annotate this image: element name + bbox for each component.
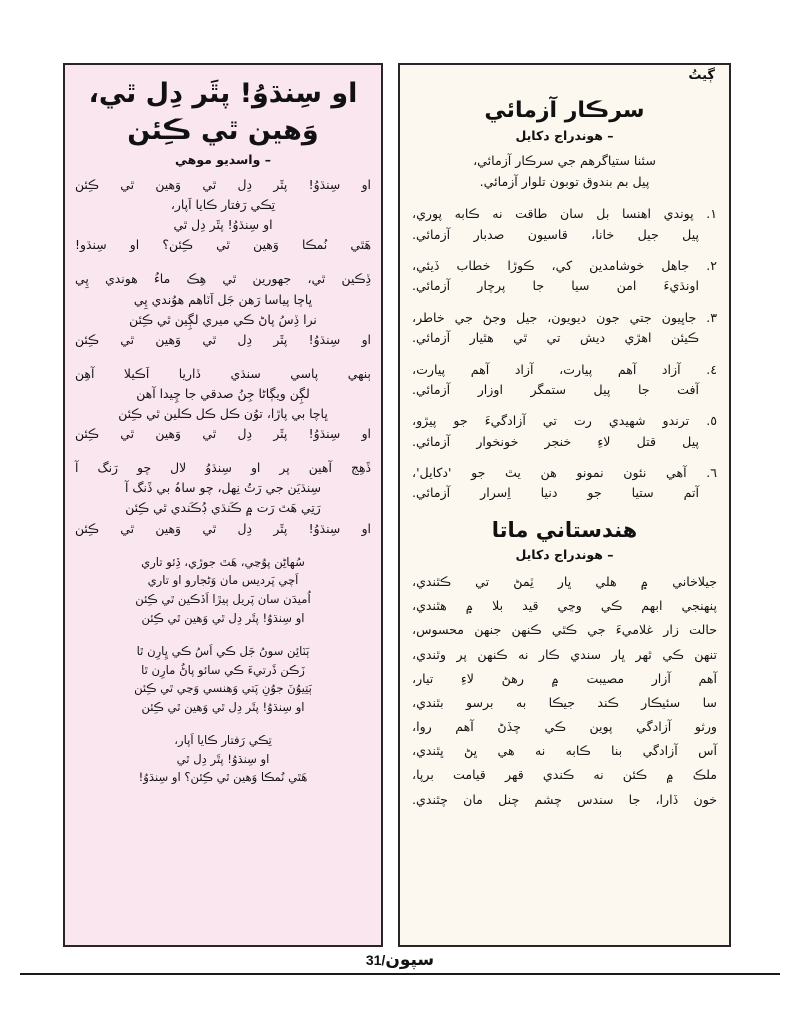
left-poem1-verse [412, 204, 717, 245]
footer-magazine-line [20, 949, 780, 972]
left-poem1-verse [412, 411, 717, 452]
poem-line: نرا ڏِسُ پاڻ ڪي ميري لڳِين ٿي ڪِئن [129, 311, 317, 327]
poem-line: لڳِن ويڳاڻا جِنُ صدقي جا چِيدا آهن [136, 385, 310, 401]
left-poem2-byline: – هوندراج دکايل [515, 547, 614, 563]
poem-line: ڀاچا پياسا رَهن جَل اَٽاهم هوُندي پِي [133, 291, 313, 307]
poem-line: او سِنڌوُ! پٿَر دِل ٿي وَهين ٿي ڪِئن [75, 331, 371, 347]
left-poem1-intro [412, 151, 717, 192]
left-poem1-verse [412, 308, 717, 349]
poem-line: آتم ستيا جو دنيا اِسرار آزمائي. [412, 485, 699, 501]
left-poem1-byline: – هوندراج دکايل [515, 128, 614, 144]
poem-line: آفت جا پيل ستمگر اوزار آزمائي. [412, 381, 699, 397]
footer-divider-rule [20, 973, 780, 975]
poem-line: ڀاچا بي پاڙا، توُن ڪل ڪل ڪلين ٿي ڪِئن [118, 406, 328, 422]
genre-kicker: ڳيتُ [688, 68, 715, 83]
poem-line: ڏِڪين ٿي، جهورين ٿي هِڪ ماءُ هوندي پِي [75, 271, 371, 287]
poem-line: سئنا ستياگرهم جي سرڪار آزمائي، [473, 153, 656, 169]
poem-line: او سِنڌوُ! پٿَر دِل ٿي وَهين ٿي ڪِئن [75, 426, 371, 442]
poem-line: او سِنڌوُ! پٿَر دِل ٿي [176, 751, 270, 766]
poem-line: او سِنڌوُ! پٿَر دِل ٿي [173, 217, 273, 233]
poem-line: ٻَٽائِن سوںُ جَل ڪي اَسُ ڪي ڀِارِن ٿا [136, 643, 310, 658]
poem-line: او سِنڌوُ! پٿَر دِل ٿي وَهين ٿي ڪِئن [141, 700, 305, 715]
poem-line: ڏَهِج آهين پر او سِنڌوُ لال چو رَنگ آ [75, 460, 371, 476]
poem-line: پيل جيل خانا، قاسيون صدبار آزمائي. [412, 226, 699, 242]
left-poem1-title: سرڪار آزمائي [484, 98, 645, 123]
magazine-name: سپون [385, 950, 435, 970]
poem-line: او سِنڌوُ! پٿَر دِل ٿي وَهين ٿي ڪِئن [141, 610, 305, 625]
poem-line: پيل قتل لاءِ خنجر خونخوار آزمائي. [412, 433, 699, 449]
right-poem-column [63, 63, 383, 947]
poem-line: سِنڌيَن جي رَتُ نِهل، چو ساہُ بي ڏَنگ آ [125, 480, 321, 496]
poem-line: آهم آزار مصيبت ۾ رهڻ لاءِ تيار، [412, 670, 717, 686]
poem-line: هَٿي نُمڪا وَهين ٿي ڪِئن؟ او سِنڌو! [75, 237, 371, 253]
verse-number: ٤. [706, 361, 717, 377]
right-refrain-stanza [75, 731, 371, 787]
poem-line: آزاد آهم پيارت، آزاد آهم پيارت، [412, 361, 681, 377]
right-poem-title-line1: او سِنڌوُ! پٿَر دِل ٿي، [88, 78, 358, 109]
verse-number: ٦. [706, 465, 717, 481]
right-poem-byline: – واسديو موهي [175, 152, 271, 168]
left-poem-column [398, 63, 731, 947]
verse-number: ١. [706, 206, 717, 222]
page-number: 31 [365, 952, 382, 968]
poem-line: آس آزادگي بنا ڪابه نه هي ڀڻ ڀٿندي، [412, 743, 717, 759]
poem-line: ٻنهي پاسي سنڌي ڏاريا اَڪيلا آهِن [75, 365, 371, 381]
poem-line: اُميدَن سان پَريل ٻيڙا اَڏڪين ٿي ڪِئن [135, 592, 311, 607]
poem-line: اونڌيءَ امن سيا جا پرچار آزمائي. [412, 278, 699, 294]
verse-number: ٥. [706, 413, 717, 429]
poem-line: تنهن ڪي ٿهر ڀار سندي ڪار نه ڪنهن پر وٿندي، [412, 646, 717, 662]
right-stanza [75, 269, 371, 349]
poem-line: جاهل خوشامدين کي، ڪوڙا خطاب ڏيئي، [412, 257, 690, 273]
right-stanza [75, 553, 371, 628]
poem-line: هَٿي نُمڪا وَهين ٿي ڪِئن؟ او سِنڌوُ! [138, 770, 308, 785]
right-stanza [75, 175, 371, 255]
poem-line: تِڪي رَفتار ڪايا اَپار، [170, 197, 276, 213]
poem-line: او سِنڌوُ! پٿَر دِل ٿي وَهين ٿي ڪِئن [75, 177, 371, 193]
left-poem1-verse [412, 463, 717, 504]
poem-line: جيلاخاني ۾ هلي ڀار ٽِمڻ تي ڪٿندي، [412, 574, 717, 590]
poem-line: رَتِي هَٿ رَت ۾ ڪَنڌي ڊُڪَندي ٿي ڪِئن [125, 500, 321, 516]
verse-number: ٣. [706, 309, 717, 325]
poem-line: آهي نئون نمونو هن يٿ جو 'دکايل'، [412, 465, 687, 481]
left-poem1-verse [412, 256, 717, 297]
left-poem1-verse [412, 360, 717, 401]
poem-line: پيل بم بندوق توبون تلوار آزمائي. [479, 173, 650, 189]
poem-line: پوندي اهنسا بل سان طاقت نه ڪابه پوري، [412, 206, 694, 222]
poem-line: خون ڏارا، جا سندس چشم چنل مان چٿندي. [412, 791, 717, 807]
right-poem-title-line2: وَهين ٿي ڪِئن [127, 114, 319, 146]
poem-line: سُهاڻِن پوُڃي، هَٿ جوڙي، ڏِئو تاري [141, 554, 305, 569]
poem-line: تِڪي رَفتار ڪايا اَپار، [174, 732, 272, 747]
poem-line: ٻَتِيوُنَ جوُنِ پَتي وَهنسي وَڃي ٿي ڪِئن [134, 681, 312, 696]
two-column-layout [63, 63, 731, 947]
right-stanza [75, 642, 371, 717]
right-stanza [75, 458, 371, 538]
poem-line: زَڪن ڏَرتيءَ ڪي سائو پاڻُ مارِن ٿا [141, 662, 305, 677]
verse-number: ٢. [706, 257, 717, 273]
poem-line: حالت زار غلاميءَ جي ڪٿي ڪنهن جنهن محسوس، [412, 622, 717, 638]
poem-line: ڪيئن اهڙي ديش تي ٿي هٿيار آزمائي. [412, 330, 699, 346]
poem-line: او سِنڌوُ! پٿَر دِل ٿي وَهين ٿي ڪِئن [75, 520, 371, 536]
poem-line: جاڀيون جتي جون ديويون، جيل وجڻ جي خاطر، [412, 309, 697, 325]
poem-line: اَچي پَرديس مان وَڻجارو او تاري [147, 573, 299, 588]
right-stanza [75, 364, 371, 444]
poem-line: سا سئيڪار ڪند جيڪا به برسو بٿندي، [412, 694, 717, 710]
poem-line: ترندو شهيدي رت تي آزادگيءَ جو پيڙو، [412, 413, 690, 429]
page-footer [20, 949, 780, 989]
poem-line: پنهنجي ابهم ڪي وڃي قيد بلا ۾ هٿندي، [412, 598, 717, 614]
left-poem2-title: هندستاني ماتا [491, 517, 638, 542]
footer-separator: / [381, 952, 386, 968]
left-poem2-body [412, 570, 717, 812]
poem-line: ورثو آزادگي پوين ڪي چڏڻ آهم روا، [412, 719, 717, 735]
poem-line: ملڪ ۾ ڪئن نه ڪندي قهر قيامت برپا، [412, 767, 717, 783]
